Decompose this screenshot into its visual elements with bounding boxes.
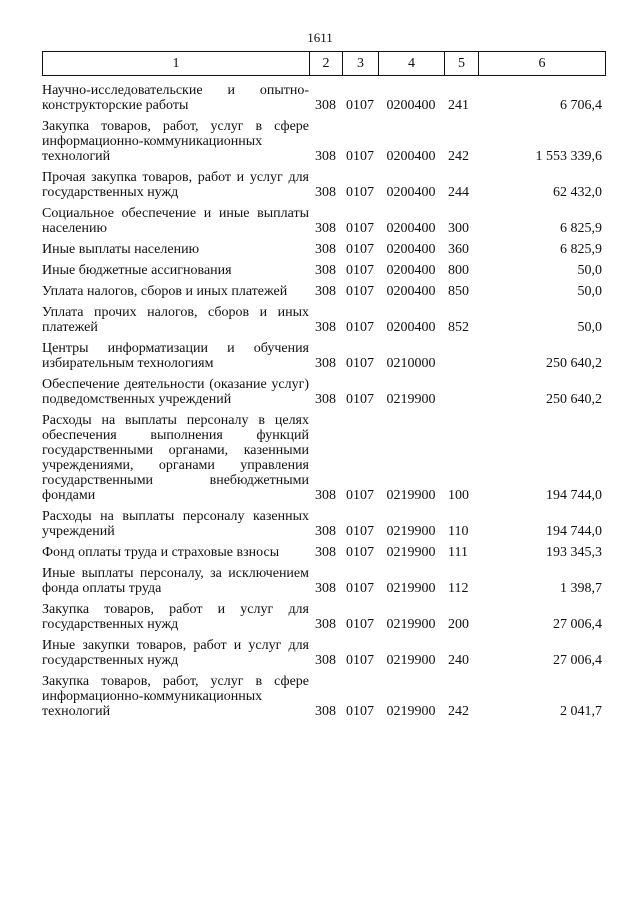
row-name: Социальное обеспечение и иные выплаты населению <box>42 206 309 236</box>
row-col-4: 0200400 <box>386 221 436 236</box>
page-number: 1611 <box>307 30 333 45</box>
row-col-4: 0200400 <box>386 320 436 335</box>
row-col-2: 308 <box>315 524 336 539</box>
row-col-2: 308 <box>315 320 336 335</box>
column-header-1: 1 <box>43 52 310 76</box>
row-col-5: 360 <box>448 242 469 257</box>
row-amount: 50,0 <box>577 284 602 299</box>
row-col-5: 244 <box>448 185 469 200</box>
table-row <box>42 284 605 305</box>
row-col-5: 112 <box>448 581 469 596</box>
row-col-4: 0219900 <box>386 392 436 407</box>
row-name: Уплата прочих налогов, сборов и иных платежей <box>42 305 309 335</box>
row-col-4: 0219900 <box>386 488 436 503</box>
row-amount: 250 640,2 <box>546 356 602 371</box>
row-col-3: 0107 <box>346 242 374 257</box>
row-name: Фонд оплаты труда и страховые взносы <box>42 545 280 560</box>
row-col-2: 308 <box>315 284 336 299</box>
row-col-5: 111 <box>448 545 468 560</box>
row-col-3: 0107 <box>346 581 374 596</box>
row-col-4: 0200400 <box>386 242 436 257</box>
row-amount: 2 041,7 <box>560 704 602 719</box>
row-col-2: 308 <box>315 545 336 560</box>
row-col-4: 0219900 <box>386 617 436 632</box>
table-row <box>42 263 605 284</box>
row-col-4: 0219900 <box>386 704 436 719</box>
row-amount: 62 432,0 <box>553 185 602 200</box>
column-header-6: 6 <box>479 52 606 76</box>
table-row <box>42 377 605 413</box>
row-col-4: 0219900 <box>386 524 436 539</box>
row-name: Иные выплаты персоналу, за исключением фонда оплаты труда <box>42 566 309 596</box>
row-col-2: 308 <box>315 263 336 278</box>
column-header-5: 5 <box>445 52 479 76</box>
row-name: Обеспечение деятельности (оказание услуг) подведомственных учреждений <box>42 377 309 407</box>
row-name: Научно-исследовательские и опытно-конструкторские работы <box>42 83 309 113</box>
row-col-4: 0200400 <box>386 263 436 278</box>
row-col-5: 200 <box>448 617 469 632</box>
row-col-2: 308 <box>315 653 336 668</box>
row-col-2: 308 <box>315 617 336 632</box>
row-amount: 193 345,3 <box>546 545 602 560</box>
row-col-3: 0107 <box>346 263 374 278</box>
table-row <box>42 566 605 602</box>
row-col-2: 308 <box>315 392 336 407</box>
table-row <box>42 638 605 674</box>
row-col-4: 0219900 <box>386 581 436 596</box>
row-col-3: 0107 <box>346 356 374 371</box>
table-row <box>42 119 605 170</box>
row-name: Центры информатизации и обучения избирательным технологиям <box>42 341 309 371</box>
column-header-table <box>42 51 606 76</box>
row-col-2: 308 <box>315 704 336 719</box>
row-col-2: 308 <box>315 242 336 257</box>
row-col-3: 0107 <box>346 149 374 164</box>
row-col-5: 800 <box>448 263 469 278</box>
row-col-3: 0107 <box>346 320 374 335</box>
row-col-3: 0107 <box>346 98 374 113</box>
row-name: Закупка товаров, работ, услуг в сфере информационно-коммуникационных технологий <box>42 674 309 719</box>
row-col-5 <box>444 341 478 377</box>
table-row <box>42 305 605 341</box>
column-header-3: 3 <box>343 52 379 76</box>
row-col-3: 0107 <box>346 488 374 503</box>
row-name: Закупка товаров, работ, услуг в сфере информационно-коммуникационных технологий <box>42 119 309 164</box>
row-amount: 250 640,2 <box>546 392 602 407</box>
row-col-3: 0107 <box>346 545 374 560</box>
table-row <box>42 170 605 206</box>
row-col-4: 0200400 <box>386 185 436 200</box>
row-col-3: 0107 <box>346 524 374 539</box>
row-name: Иные выплаты населению <box>42 242 200 257</box>
row-amount: 1 553 339,6 <box>535 149 602 164</box>
row-amount: 194 744,0 <box>546 524 602 539</box>
row-col-5: 241 <box>448 98 469 113</box>
table-row <box>42 341 605 377</box>
row-col-3: 0107 <box>346 617 374 632</box>
budget-table <box>42 83 605 725</box>
row-col-2: 308 <box>315 149 336 164</box>
table-row <box>42 242 605 263</box>
row-col-2: 308 <box>315 221 336 236</box>
row-col-5: 240 <box>448 653 469 668</box>
row-col-5: 242 <box>448 149 469 164</box>
row-col-3: 0107 <box>346 185 374 200</box>
row-col-4: 0200400 <box>386 149 436 164</box>
row-amount: 27 006,4 <box>553 617 602 632</box>
row-amount: 6 825,9 <box>560 221 602 236</box>
row-name: Закупка товаров, работ и услуг для государственных нужд <box>42 602 309 632</box>
row-name: Иные закупки товаров, работ и услуг для государственных нужд <box>42 638 309 668</box>
table-row <box>42 674 605 725</box>
row-col-2: 308 <box>315 581 336 596</box>
row-col-5: 300 <box>448 221 469 236</box>
table-row <box>42 413 605 509</box>
row-amount: 194 744,0 <box>546 488 602 503</box>
row-amount: 6 825,9 <box>560 242 602 257</box>
row-amount: 1 398,7 <box>560 581 602 596</box>
row-col-4: 0210000 <box>386 356 436 371</box>
row-col-3: 0107 <box>346 704 374 719</box>
column-header-4: 4 <box>379 52 445 76</box>
row-col-4: 0219900 <box>386 545 436 560</box>
row-col-5: 242 <box>448 704 469 719</box>
row-name: Прочая закупка товаров, работ и услуг для государственных нужд <box>42 170 309 200</box>
row-amount: 6 706,4 <box>560 98 602 113</box>
column-header-2: 2 <box>310 52 343 76</box>
row-col-2: 308 <box>315 488 336 503</box>
table-row <box>42 545 605 566</box>
row-col-3: 0107 <box>346 653 374 668</box>
row-col-2: 308 <box>315 356 336 371</box>
table-row <box>42 83 605 119</box>
column-header-row <box>43 52 606 76</box>
row-col-3: 0107 <box>346 392 374 407</box>
row-col-5: 852 <box>448 320 469 335</box>
row-col-2: 308 <box>315 185 336 200</box>
row-name: Уплата налогов, сборов и иных платежей <box>42 284 288 299</box>
table-row <box>42 206 605 242</box>
row-name: Расходы на выплаты персоналу в целях обеспечения выполнения функций государственными органами, казенными учреждениями, органами управления государственными внебюджетными фондами <box>42 413 309 503</box>
row-col-5 <box>444 377 478 413</box>
row-col-5: 110 <box>448 524 469 539</box>
row-amount: 27 006,4 <box>553 653 602 668</box>
table-row <box>42 602 605 638</box>
row-col-4: 0200400 <box>386 284 436 299</box>
row-col-3: 0107 <box>346 284 374 299</box>
row-col-3: 0107 <box>346 221 374 236</box>
row-col-4: 0200400 <box>386 98 436 113</box>
row-name: Расходы на выплаты персоналу казенных учреждений <box>42 509 309 539</box>
row-col-5: 850 <box>448 284 469 299</box>
table-row <box>42 509 605 545</box>
row-col-5: 100 <box>448 488 469 503</box>
row-amount: 50,0 <box>577 320 602 335</box>
row-amount: 50,0 <box>577 263 602 278</box>
row-col-2: 308 <box>315 98 336 113</box>
row-name: Иные бюджетные ассигнования <box>42 263 232 278</box>
row-col-4: 0219900 <box>386 653 436 668</box>
budget-table-body <box>42 83 605 725</box>
